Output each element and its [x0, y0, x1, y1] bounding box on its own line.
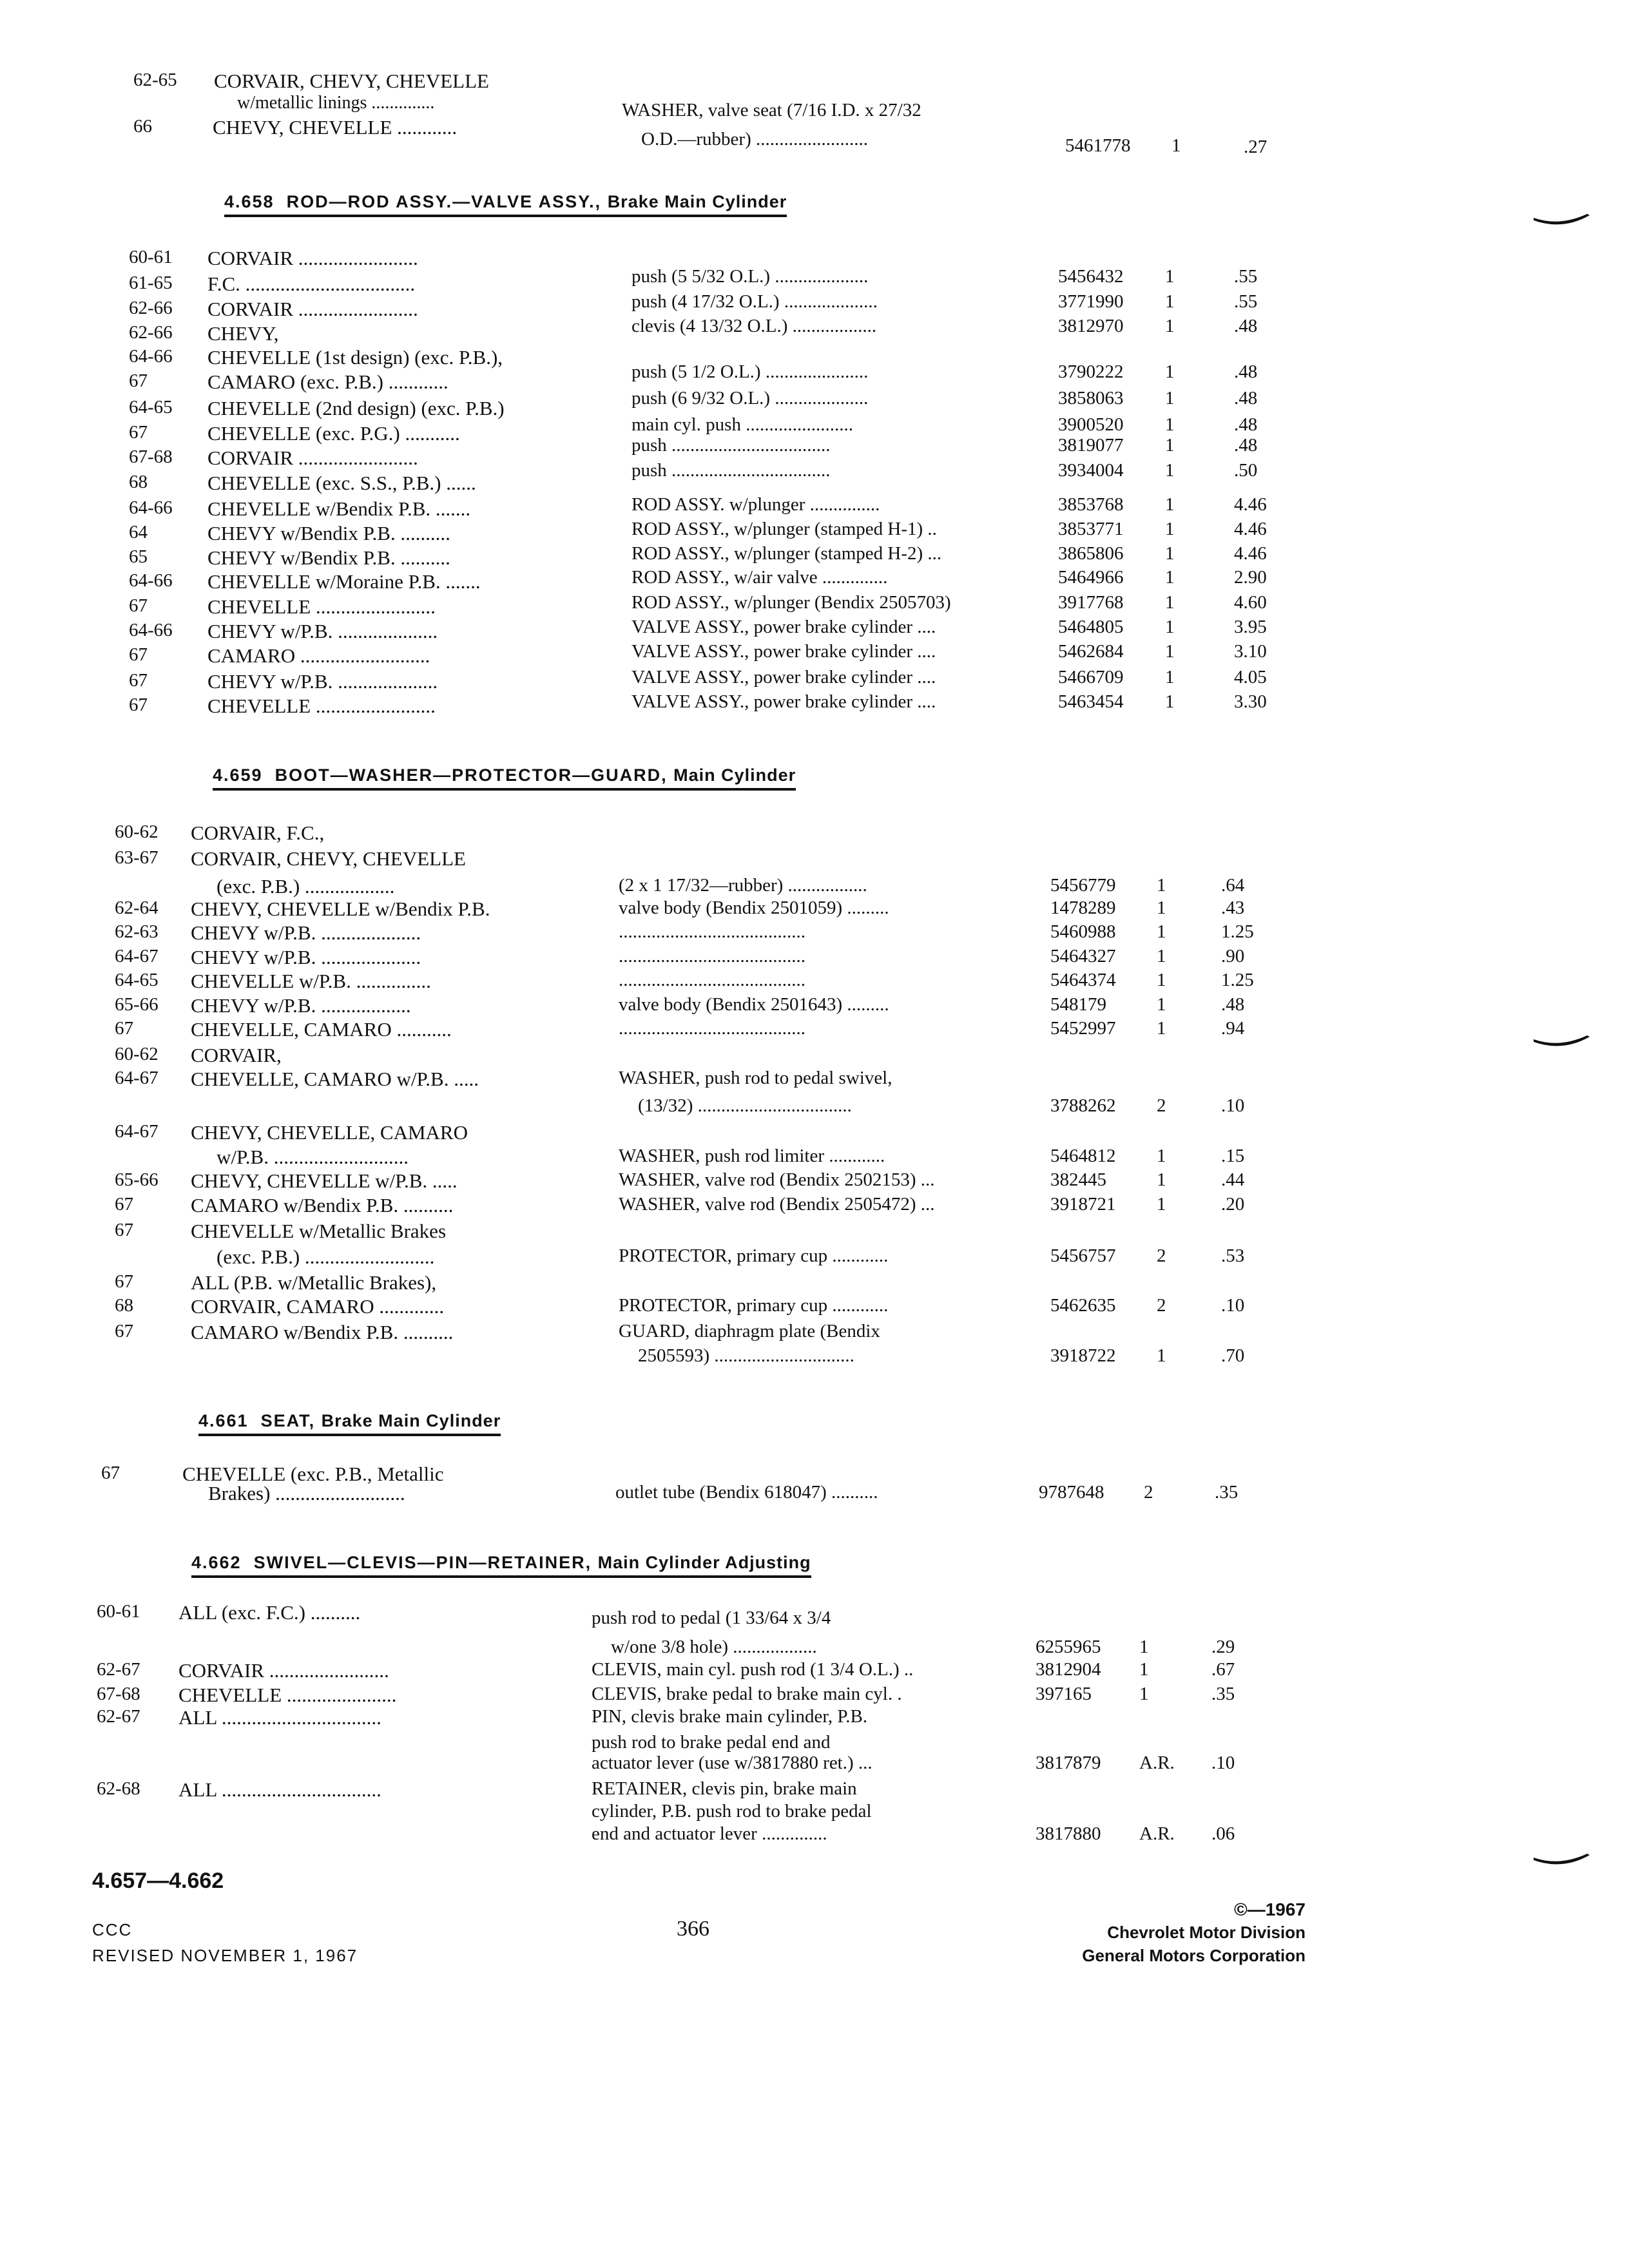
- application: CORVAIR,: [191, 1044, 282, 1066]
- section-subtitle: Main Cylinder: [673, 765, 796, 785]
- description: VALVE ASSY., power brake cylinder ....: [631, 691, 936, 712]
- description: outlet tube (Bendix 618047) ..........: [615, 1482, 878, 1503]
- year-range: 67: [129, 370, 148, 391]
- price: 4.60: [1234, 592, 1267, 613]
- description: WASHER, push rod limiter ............: [619, 1146, 885, 1166]
- year-range: 64: [129, 522, 148, 543]
- price: .94: [1221, 1018, 1245, 1039]
- application: Brakes) ..........................: [208, 1482, 405, 1504]
- application: CHEVELLE (2nd design) (exc. P.B.): [207, 397, 505, 419]
- part-number: 5463454: [1058, 691, 1124, 712]
- application: CHEVELLE w/P.B. ...............: [191, 970, 431, 992]
- price: 4.46: [1234, 494, 1267, 515]
- year-range: 62-66: [129, 322, 173, 343]
- part-number: 5462635: [1050, 1295, 1116, 1316]
- application: CORVAIR ........................: [207, 298, 418, 320]
- year-range: 60-61: [129, 247, 173, 267]
- description: (2 x 1 17/32—rubber) .................: [619, 875, 867, 896]
- year-range: 64-65: [115, 970, 159, 990]
- price: .29: [1211, 1637, 1235, 1657]
- quantity: 1: [1139, 1659, 1149, 1680]
- application: CHEVY,: [207, 322, 279, 345]
- application: (exc. P.B.) ..................: [217, 875, 395, 898]
- part-number: 5462684: [1058, 641, 1124, 662]
- quantity: 1: [1165, 691, 1175, 712]
- section-number: 4.658: [224, 192, 275, 211]
- quantity: 1: [1165, 361, 1175, 382]
- quantity: 1: [1165, 641, 1175, 662]
- part-number: 3788262: [1050, 1095, 1116, 1116]
- price: .55: [1234, 291, 1258, 312]
- part-number: 3900520: [1058, 414, 1124, 435]
- year-range: 67: [129, 695, 148, 715]
- year-range: 66: [133, 116, 152, 137]
- description: RETAINER, clevis pin, brake main: [592, 1778, 857, 1799]
- application: ALL ................................: [178, 1706, 381, 1729]
- description: push (4 17/32 O.L.) ....................: [631, 291, 878, 312]
- part-number: 5456757: [1050, 1245, 1116, 1266]
- quantity: 1: [1157, 898, 1166, 918]
- part-number: 3853768: [1058, 494, 1124, 515]
- section-number: 4.659: [213, 765, 263, 785]
- application: CHEVELLE w/Moraine P.B. .......: [207, 570, 481, 593]
- revision-date: REVISED NOVEMBER 1, 1967: [92, 1946, 358, 1965]
- price: .48: [1221, 994, 1245, 1015]
- year-range: 67: [115, 1018, 133, 1039]
- quantity: 2: [1144, 1482, 1153, 1503]
- description: WASHER, push rod to pedal swivel,: [619, 1068, 892, 1088]
- application: CORVAIR, CAMARO .............: [191, 1295, 445, 1318]
- description: (13/32) .................................: [638, 1095, 852, 1116]
- part-number: 1478289: [1050, 898, 1116, 918]
- description: ........................................: [619, 1018, 805, 1039]
- year-range: 62-67: [97, 1706, 140, 1727]
- description: actuator lever (use w/3817880 ret.) ...: [592, 1753, 872, 1773]
- description: clevis (4 13/32 O.L.) ..................: [631, 316, 877, 336]
- quantity: 1: [1157, 1169, 1166, 1190]
- price: 4.46: [1234, 543, 1267, 564]
- application: CHEVY w/P.B. ....................: [207, 620, 438, 642]
- description: ROD ASSY., w/plunger (stamped H-2) ...: [631, 543, 942, 564]
- year-range: 64-67: [115, 1121, 159, 1142]
- part-number: 5460988: [1050, 921, 1116, 942]
- application: CHEVY w/Bendix P.B. ..........: [207, 522, 450, 544]
- description: WASHER, valve rod (Bendix 2502153) ...: [619, 1169, 935, 1190]
- quantity: 1: [1165, 617, 1175, 637]
- price: 2.90: [1234, 567, 1267, 588]
- part-number: 3865806: [1058, 543, 1124, 564]
- part-number: 5464966: [1058, 567, 1124, 588]
- application: CORVAIR, F.C.,: [191, 822, 325, 844]
- price: .53: [1221, 1245, 1245, 1266]
- section-title: ROD—ROD ASSY.—VALVE ASSY.,: [286, 192, 602, 211]
- description: push ..................................: [631, 435, 831, 456]
- year-range: 62-67: [97, 1659, 140, 1680]
- year-range: 62-63: [115, 921, 159, 942]
- section-heading: [213, 765, 796, 791]
- price: .48: [1234, 435, 1258, 456]
- quantity: 2: [1157, 1295, 1166, 1316]
- part-number: 3812970: [1058, 316, 1124, 336]
- quantity: 1: [1157, 946, 1166, 966]
- margin-mark-icon: [1530, 206, 1595, 232]
- description: ROD ASSY., w/plunger (Bendix 2505703): [631, 592, 951, 613]
- description: push (5 1/2 O.L.) ......................: [631, 361, 869, 382]
- description: end and actuator lever ..............: [592, 1823, 827, 1844]
- description: ........................................: [619, 921, 805, 942]
- section-title: SEAT,: [260, 1411, 316, 1430]
- part-number: 5456432: [1058, 266, 1124, 287]
- year-range: 64-65: [129, 397, 173, 418]
- quantity: 2: [1157, 1095, 1166, 1116]
- quantity: 1: [1165, 667, 1175, 687]
- year-range: 60-61: [97, 1601, 140, 1622]
- margin-mark-icon: [1530, 1846, 1595, 1872]
- part-number: 3858063: [1058, 388, 1124, 408]
- quantity: 1: [1157, 1194, 1166, 1215]
- section-title: SWIVEL—CLEVIS—PIN—RETAINER,: [253, 1553, 592, 1572]
- description: ........................................: [619, 970, 805, 990]
- quantity: 1: [1165, 567, 1175, 588]
- description: cylinder, P.B. push rod to brake pedal: [592, 1801, 872, 1821]
- year-range: 64-67: [115, 1068, 159, 1088]
- year-range: 64-67: [115, 946, 159, 966]
- description: PROTECTOR, primary cup ............: [619, 1245, 889, 1266]
- part-number: 3790222: [1058, 361, 1124, 382]
- part-number: 5464805: [1058, 617, 1124, 637]
- quantity: 1: [1165, 435, 1175, 456]
- year-range: 64-66: [129, 497, 173, 518]
- quantity: 1: [1157, 1018, 1166, 1039]
- quantity: 1: [1139, 1684, 1149, 1704]
- year-range: 67: [129, 644, 148, 665]
- part-number: 3917768: [1058, 592, 1124, 613]
- application: ALL (P.B. w/Metallic Brakes),: [191, 1271, 437, 1294]
- section-subtitle: Brake Main Cylinder: [607, 192, 787, 211]
- price: .50: [1234, 460, 1258, 481]
- application: CAMARO w/Bendix P.B. ..........: [191, 1321, 454, 1343]
- application: CORVAIR, CHEVY, CHEVELLE: [191, 847, 466, 870]
- application: CORVAIR, CHEVY, CHEVELLE: [214, 70, 489, 92]
- description: main cyl. push .......................: [631, 414, 853, 435]
- application: CHEVY w/P.B. ....................: [191, 921, 421, 944]
- application: CHEVY, CHEVELLE, CAMARO: [191, 1121, 468, 1144]
- description: CLEVIS, main cyl. push rod (1 3/4 O.L.) ..: [592, 1659, 914, 1680]
- quantity: 1: [1165, 388, 1175, 408]
- section-heading: [198, 1411, 501, 1436]
- application: ALL (exc. F.C.) ..........: [178, 1601, 361, 1624]
- year-range: 64-66: [129, 620, 173, 640]
- price: .27: [1244, 137, 1268, 157]
- quantity: 1: [1157, 1345, 1166, 1366]
- part-number: 9787648: [1039, 1482, 1104, 1503]
- part-number: 5466709: [1058, 667, 1124, 687]
- part-number: 3934004: [1058, 460, 1124, 481]
- quantity: A.R.: [1139, 1823, 1175, 1844]
- application: CHEVELLE (exc. P.B., Metallic: [182, 1463, 444, 1485]
- part-number: 6255965: [1036, 1637, 1101, 1657]
- section-title: BOOT—WASHER—PROTECTOR—GUARD,: [275, 765, 668, 785]
- price: .64: [1221, 875, 1245, 896]
- publisher-division: Chevrolet Motor Division: [1107, 1923, 1306, 1942]
- application: CHEVELLE, CAMARO w/P.B. .....: [191, 1068, 479, 1090]
- price: 3.10: [1234, 641, 1267, 662]
- quantity: 1: [1165, 291, 1175, 312]
- part-number: 5464327: [1050, 946, 1116, 966]
- quantity: 1: [1157, 1146, 1166, 1166]
- part-number: 5452997: [1050, 1018, 1116, 1039]
- price: .20: [1221, 1194, 1245, 1215]
- description: O.D.—rubber) ........................: [641, 129, 868, 149]
- part-number: 3853771: [1058, 519, 1124, 539]
- year-range: 67: [115, 1321, 133, 1341]
- description: ........................................: [619, 946, 805, 966]
- application: CHEVELLE ........................: [207, 695, 436, 717]
- application: CHEVELLE ......................: [178, 1684, 397, 1706]
- year-range: 60-62: [115, 822, 159, 842]
- application: CHEVELLE (exc. P.G.) ...........: [207, 422, 460, 445]
- year-range: 67: [101, 1463, 120, 1483]
- price: 4.05: [1234, 667, 1267, 687]
- part-number: 3819077: [1058, 435, 1124, 456]
- description: push rod to brake pedal end and: [592, 1732, 831, 1753]
- application: CHEVELLE (1st design) (exc. P.B.),: [207, 346, 503, 369]
- quantity: A.R.: [1139, 1753, 1175, 1773]
- year-range: 64-66: [129, 346, 173, 367]
- page-number: 366: [677, 1917, 709, 1941]
- price: 4.46: [1234, 519, 1267, 539]
- application: CORVAIR ........................: [207, 247, 418, 269]
- year-range: 62-64: [115, 898, 159, 918]
- year-range: 65-66: [115, 994, 159, 1015]
- year-range: 62-66: [129, 298, 173, 318]
- application: CORVAIR ........................: [207, 447, 418, 469]
- application: CHEVELLE w/Metallic Brakes: [191, 1220, 447, 1242]
- application: CHEVY w/P.B. ....................: [207, 670, 438, 693]
- price: .48: [1234, 316, 1258, 336]
- year-range: 63-67: [115, 847, 159, 868]
- part-number: 3918721: [1050, 1194, 1116, 1215]
- copyright: ©—1967: [1234, 1899, 1306, 1919]
- price: .35: [1211, 1684, 1235, 1704]
- price: .48: [1234, 414, 1258, 435]
- part-number: 5464374: [1050, 970, 1116, 990]
- description: w/one 3/8 hole) ..................: [611, 1637, 817, 1657]
- section-number: 4.662: [191, 1553, 242, 1572]
- price: .48: [1234, 361, 1258, 382]
- application: F.C. ..................................: [207, 273, 416, 295]
- year-range: 68: [115, 1295, 133, 1316]
- part-number: 5464812: [1050, 1146, 1116, 1166]
- description: GUARD, diaphragm plate (Bendix: [619, 1321, 880, 1341]
- description: valve body (Bendix 2501643) .........: [619, 994, 889, 1015]
- price: 1.25: [1221, 970, 1254, 990]
- year-range: 62-65: [133, 70, 177, 90]
- quantity: 2: [1157, 1245, 1166, 1266]
- section-subtitle: Main Cylinder Adjusting: [597, 1553, 811, 1572]
- application: CHEVY, CHEVELLE w/Bendix P.B.: [191, 898, 490, 920]
- part-number: 3817879: [1036, 1753, 1101, 1773]
- price: .55: [1234, 266, 1258, 287]
- part-number: 3817880: [1036, 1823, 1101, 1844]
- quantity: 1: [1165, 460, 1175, 481]
- description: ROD ASSY. w/plunger ...............: [631, 494, 880, 515]
- part-number: 5461778: [1065, 135, 1131, 156]
- price: .43: [1221, 898, 1245, 918]
- part-number: 5456779: [1050, 875, 1116, 896]
- quantity: 1: [1165, 414, 1175, 435]
- part-number: 3918722: [1050, 1345, 1116, 1366]
- quantity: 1: [1165, 316, 1175, 336]
- year-range: 67: [129, 670, 148, 691]
- price: .90: [1221, 946, 1245, 966]
- description: VALVE ASSY., power brake cylinder ....: [631, 641, 936, 662]
- quantity: 1: [1165, 592, 1175, 613]
- application: CHEVY, CHEVELLE ............: [213, 116, 458, 139]
- application: CHEVELLE, CAMARO ...........: [191, 1018, 452, 1041]
- year-range: 65: [129, 546, 148, 567]
- year-range: 67-68: [129, 447, 173, 467]
- quantity: 1: [1165, 494, 1175, 515]
- publisher-corporation: General Motors Corporation: [1082, 1946, 1306, 1965]
- quantity: 1: [1165, 543, 1175, 564]
- description: WASHER, valve seat (7/16 I.D. x 27/32: [622, 100, 921, 120]
- description: push rod to pedal (1 33/64 x 3/4: [592, 1608, 831, 1628]
- price: 1.25: [1221, 921, 1254, 942]
- quantity: 1: [1157, 921, 1166, 942]
- description: VALVE ASSY., power brake cylinder ....: [631, 617, 936, 637]
- year-range: 68: [129, 472, 148, 492]
- part-number: 548179: [1050, 994, 1106, 1015]
- part-number: 382445: [1050, 1169, 1106, 1190]
- description: 2505593) ..............................: [638, 1345, 854, 1366]
- section-heading: [224, 192, 787, 217]
- description: PROTECTOR, primary cup ............: [619, 1295, 889, 1316]
- description: valve body (Bendix 2501059) .........: [619, 898, 889, 918]
- price: .06: [1211, 1823, 1235, 1844]
- price: .67: [1211, 1659, 1235, 1680]
- margin-mark-icon: [1530, 1028, 1595, 1053]
- price: .35: [1215, 1482, 1239, 1503]
- section-subtitle: Brake Main Cylinder: [321, 1411, 501, 1430]
- application: CHEVY w/P.B. ....................: [191, 946, 421, 968]
- section-range: 4.657—4.662: [92, 1869, 224, 1893]
- section-heading: [191, 1553, 811, 1578]
- section-number: 4.661: [198, 1411, 249, 1430]
- price: .10: [1221, 1295, 1245, 1316]
- price: .15: [1221, 1146, 1245, 1166]
- price: 3.95: [1234, 617, 1267, 637]
- price: .70: [1221, 1345, 1245, 1366]
- year-range: 67: [115, 1194, 133, 1215]
- application: CHEVELLE w/Bendix P.B. .......: [207, 497, 471, 520]
- year-range: 62-68: [97, 1778, 140, 1799]
- application: CAMARO w/Bendix P.B. ..........: [191, 1194, 454, 1216]
- application: ALL ................................: [178, 1778, 381, 1801]
- year-range: 67: [115, 1220, 133, 1240]
- description: ROD ASSY., w/plunger (stamped H-1) ..: [631, 519, 937, 539]
- description: WASHER, valve rod (Bendix 2505472) ...: [619, 1194, 935, 1215]
- application: CHEVY w/Bendix P.B. ..........: [207, 546, 450, 569]
- year-range: 64-66: [129, 570, 173, 591]
- application: (exc. P.B.) ..........................: [217, 1245, 435, 1268]
- quantity: 1: [1157, 875, 1166, 896]
- description: ROD ASSY., w/air valve ..............: [631, 567, 888, 588]
- application: CHEVELLE ........................: [207, 595, 436, 618]
- application: CORVAIR ........................: [178, 1659, 389, 1682]
- year-range: 65-66: [115, 1169, 159, 1190]
- price: .10: [1221, 1095, 1245, 1116]
- part-number: 3771990: [1058, 291, 1124, 312]
- application: CAMARO ..........................: [207, 644, 430, 667]
- price: .48: [1234, 388, 1258, 408]
- application: w/metallic linings ..............: [237, 93, 435, 113]
- part-number: 397165: [1036, 1684, 1092, 1704]
- year-range: 60-62: [115, 1044, 159, 1064]
- description: PIN, clevis brake main cylinder, P.B.: [592, 1706, 868, 1727]
- description: push (6 9/32 O.L.) ....................: [631, 388, 869, 408]
- application: CHEVY, CHEVELLE w/P.B. .....: [191, 1169, 458, 1192]
- quantity: 1: [1157, 970, 1166, 990]
- year-range: 67: [115, 1271, 133, 1292]
- price: 3.30: [1234, 691, 1267, 712]
- price: .44: [1221, 1169, 1245, 1190]
- application: CHEVELLE (exc. S.S., P.B.) ......: [207, 472, 476, 494]
- description: VALVE ASSY., power brake cylinder ....: [631, 667, 936, 687]
- year-range: 67: [129, 422, 148, 443]
- year-range: 61-65: [129, 273, 173, 293]
- catalog-code: CCC: [92, 1920, 133, 1939]
- quantity: 1: [1165, 519, 1175, 539]
- year-range: 67-68: [97, 1684, 140, 1704]
- description: push (5 5/32 O.L.) ....................: [631, 266, 869, 287]
- quantity: 1: [1165, 266, 1175, 287]
- quantity: 1: [1157, 994, 1166, 1015]
- application: CAMARO (exc. P.B.) ............: [207, 370, 448, 393]
- year-range: 67: [129, 595, 148, 616]
- quantity: 1: [1171, 135, 1181, 156]
- description: push ..................................: [631, 460, 831, 481]
- application: w/P.B. ...........................: [217, 1146, 409, 1168]
- part-number: 3812904: [1036, 1659, 1101, 1680]
- quantity: 1: [1139, 1637, 1149, 1657]
- description: CLEVIS, brake pedal to brake main cyl. .: [592, 1684, 902, 1704]
- price: .10: [1211, 1753, 1235, 1773]
- application: CHEVY w/P.B. ..................: [191, 994, 411, 1017]
